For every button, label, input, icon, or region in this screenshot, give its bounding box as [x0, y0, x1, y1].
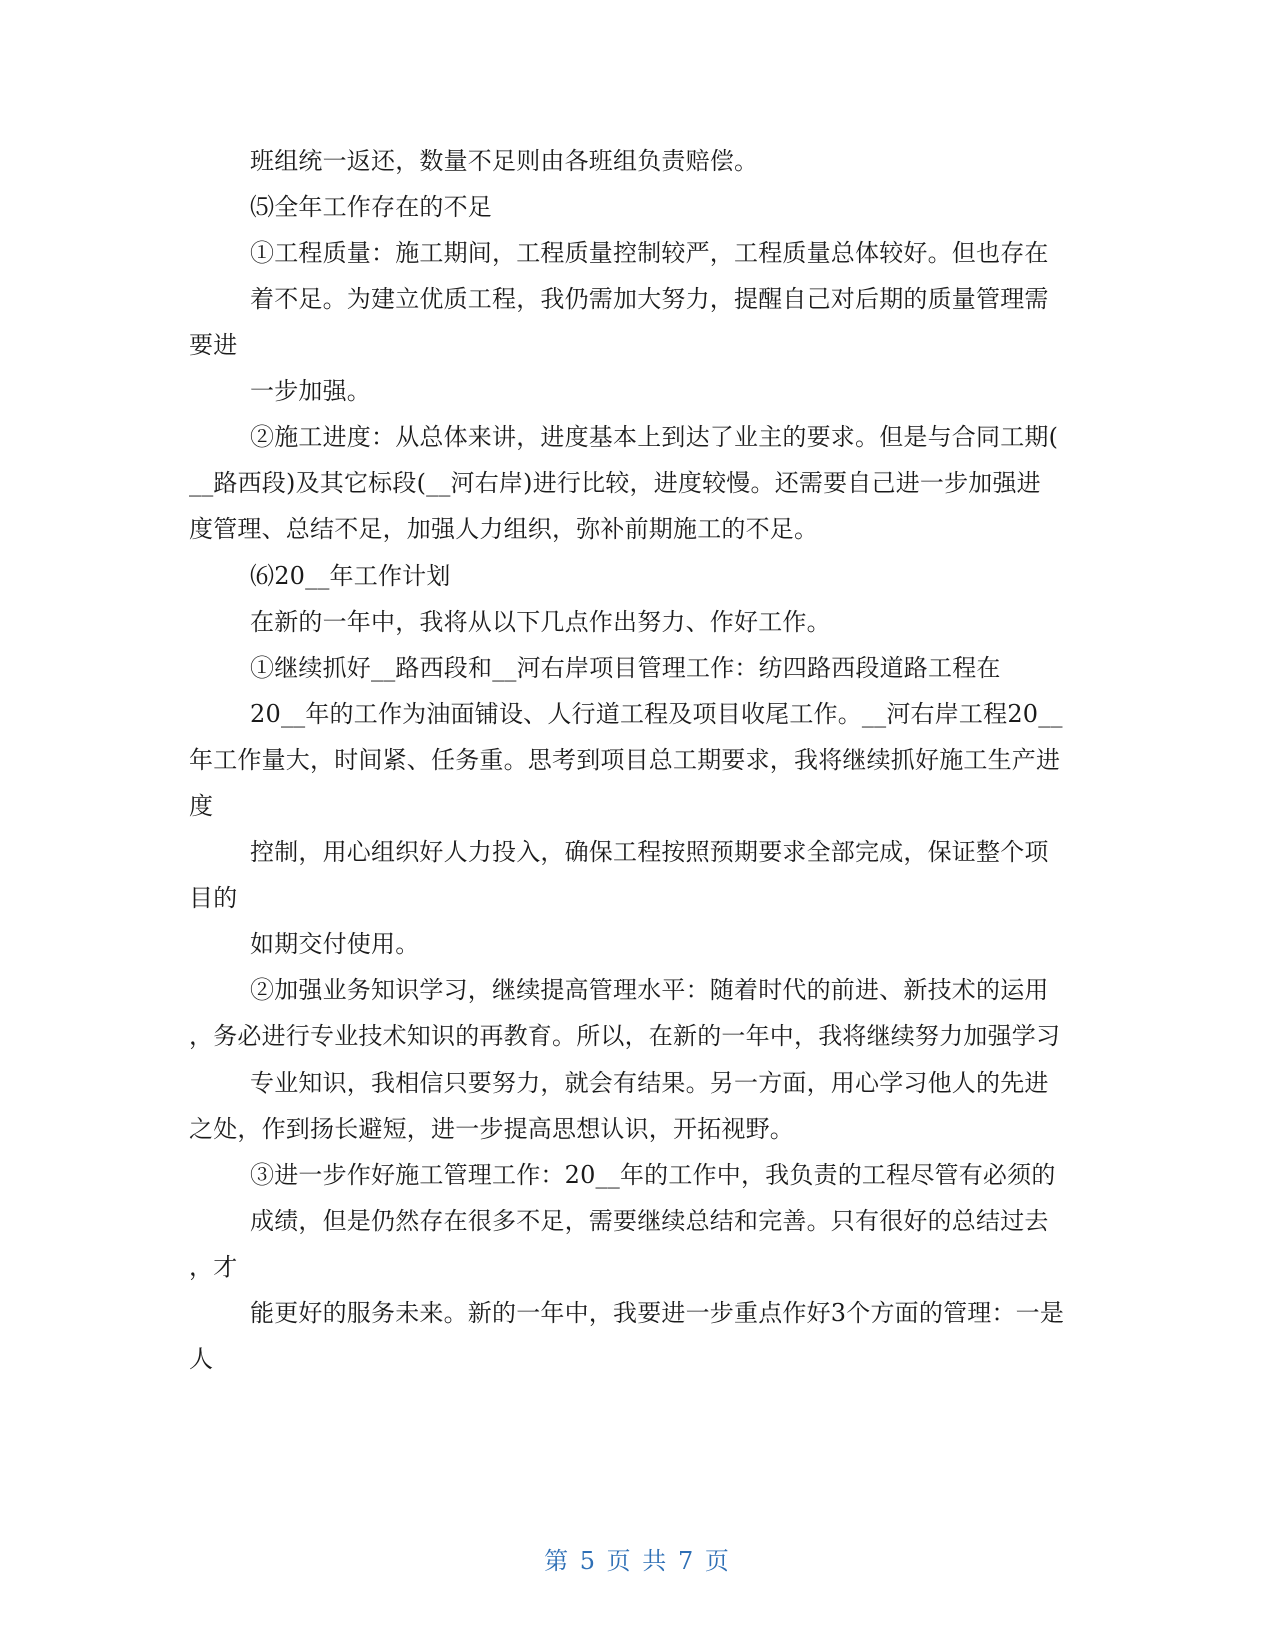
text-line: __路西段)及其它标段(__河右岸)进行比较，进度较慢。还需要自己进一步加强进 — [189, 469, 1041, 497]
text-line: 人 — [189, 1345, 214, 1373]
text-line: 之处，作到扬长避短，进一步提高思想认识，开拓视野。 — [189, 1115, 794, 1143]
text-line: ③进一步作好施工管理工作：20__年的工作中，我负责的工程尽管有必须的 — [250, 1161, 1056, 1189]
text-line: ②加强业务知识学习，继续提高管理水平：随着时代的前进、新技术的运用 — [250, 976, 1049, 1004]
text-line: 20__年的工作为油面铺设、人行道工程及项目收尾工作。__河右岸工程20__ — [250, 700, 1063, 728]
text-line: 着不足。为建立优质工程，我仍需加大努力，提醒自己对后期的质量管理需 — [250, 285, 1049, 313]
text-line: 成绩，但是仍然存在很多不足，需要继续总结和完善。只有很好的总结过去 — [250, 1207, 1049, 1235]
text-line: ①工程质量：施工期间，工程质量控制较严，工程质量总体较好。但也存在 — [250, 239, 1049, 267]
text-line: ②施工进度：从总体来讲，进度基本上到达了业主的要求。但是与合同工期( — [250, 423, 1059, 451]
text-line: 在新的一年中，我将从以下几点作出努力、作好工作。 — [250, 608, 831, 636]
text-line: 度 — [189, 792, 214, 820]
text-line: 要进 — [189, 331, 238, 359]
text-line: ，务必进行专业技术知识的再教育。所以，在新的一年中，我将继续努力加强学习 — [189, 1022, 1061, 1050]
page-number-footer: 第 5 页 共 7 页 — [544, 1547, 731, 1575]
text-line: 专业知识，我相信只要努力，就会有结果。另一方面，用心学习他人的先进 — [250, 1069, 1049, 1097]
text-line: ，才 — [189, 1253, 238, 1281]
text-line: 班组统一返还，数量不足则由各班组负责赔偿。 — [250, 147, 759, 175]
text-line: 能更好的服务未来。新的一年中，我要进一步重点作好3个方面的管理：一是 — [250, 1299, 1065, 1327]
text-line: 一步加强。 — [250, 377, 371, 405]
text-line: ①继续抓好__路西段和__河右岸项目管理工作：纺四路西段道路工程在 — [250, 654, 1001, 682]
section-heading: ⑹20__年工作计划 — [250, 562, 451, 590]
text-line: 控制，用心组织好人力投入，确保工程按照预期要求全部完成，保证整个项 — [250, 838, 1049, 866]
text-line: 目的 — [189, 884, 238, 912]
section-heading: ⑸全年工作存在的不足 — [250, 193, 492, 221]
text-line: 度管理、总结不足，加强人力组织，弥补前期施工的不足。 — [189, 515, 819, 543]
text-line: 年工作量大，时间紧、任务重。思考到项目总工期要求，我将继续抓好施工生产进 — [189, 746, 1061, 774]
text-line: 如期交付使用。 — [250, 930, 420, 958]
